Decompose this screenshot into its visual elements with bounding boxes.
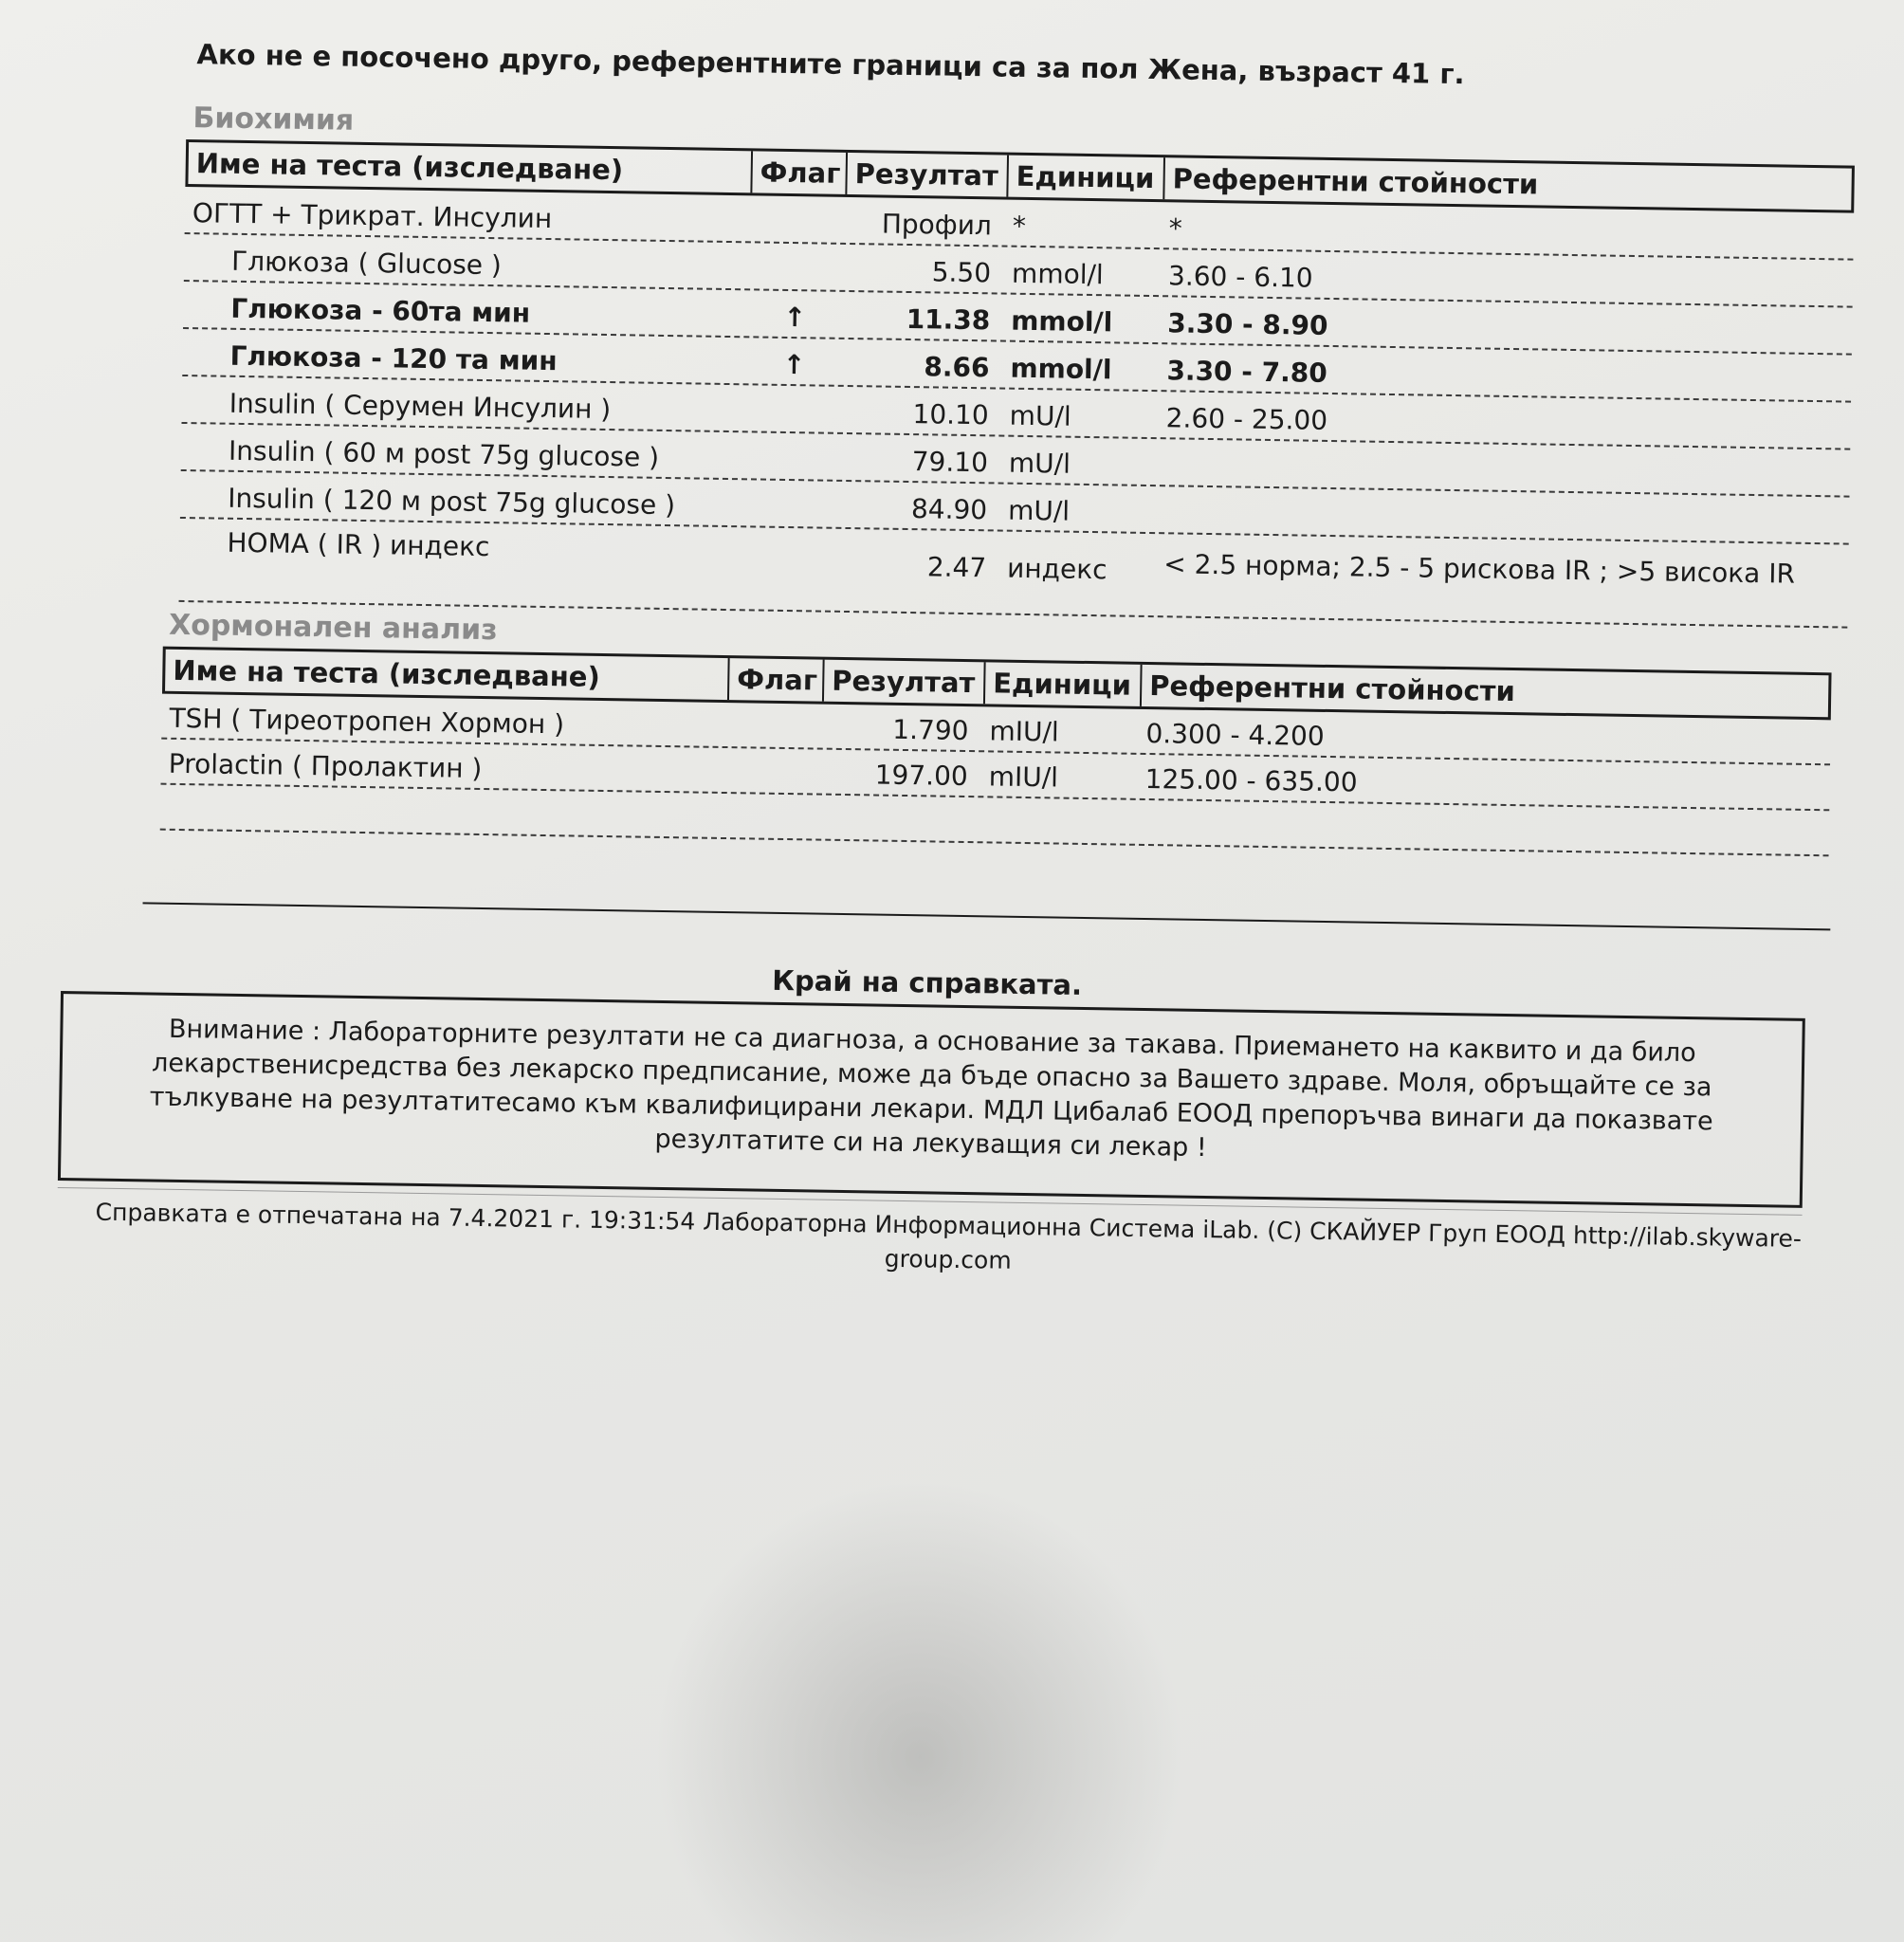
- result-value: 11.38: [906, 302, 991, 337]
- hormonal-table: [160, 647, 1832, 857]
- unit-value: mIU/l: [989, 715, 1059, 748]
- header-result: Резултат: [824, 660, 986, 705]
- test-name: Глюкоза - 60та мин: [230, 292, 531, 329]
- disclaimer-box: [58, 991, 1805, 1208]
- result-value: 10.10: [912, 398, 989, 431]
- header-units: Единици: [1008, 156, 1165, 200]
- test-name: Insulin ( Серумен Инсулин ): [229, 387, 612, 426]
- lab-report-sheet: [66, 28, 1868, 1274]
- test-name: Глюкоза - 120 та мин: [229, 339, 558, 377]
- test-name: Глюкоза ( Glucose ): [230, 245, 503, 282]
- result-value: 79.10: [911, 446, 989, 479]
- unit-value: mU/l: [1009, 399, 1071, 432]
- test-name: HOMA ( IR ) индекс: [227, 526, 490, 563]
- test-name: TSH ( Тиреотропен Хормон ): [169, 702, 565, 741]
- test-name: Insulin ( 120 м post 75g glucose ): [227, 482, 676, 522]
- reference-range: 3.30 - 7.80: [1166, 355, 1328, 389]
- hand-shadow: [654, 1479, 1185, 1942]
- result-value: 5.50: [931, 256, 992, 289]
- result-value: 8.66: [924, 351, 990, 384]
- reference-range: *: [1168, 212, 1183, 245]
- arrow-up-icon: ↑: [783, 301, 807, 334]
- result-value: 2.47: [926, 551, 987, 584]
- section-title-biochemistry: Биохимия: [192, 101, 355, 137]
- unit-value: *: [1012, 210, 1027, 242]
- header-flag: Флаг: [729, 658, 825, 702]
- header-flag: Флаг: [752, 151, 848, 194]
- unit-value: mIU/l: [988, 760, 1059, 794]
- reference-range: 3.60 - 6.10: [1167, 260, 1313, 294]
- result-value: 197.00: [874, 759, 968, 793]
- flag-cell: [748, 284, 843, 286]
- header-reference: Референтни стойности: [1172, 162, 1539, 201]
- unit-value: mmol/l: [1011, 257, 1105, 291]
- test-name: ОГТТ + Трикрат. Инсулин: [192, 197, 553, 235]
- flag-cell: [744, 535, 839, 537]
- reference-range: < 2.5 норма; 2.5 - 5 рискова IR ; >5 висока IR: [1163, 548, 1796, 590]
- header-units: Единици: [985, 662, 1143, 706]
- reference-range: 3.30 - 8.90: [1167, 307, 1328, 341]
- section-title-hormonal: Хормонален анализ: [168, 608, 498, 648]
- test-name: Prolactin ( Пролактин ): [168, 747, 483, 784]
- reference-range: 125.00 - 635.00: [1144, 762, 1358, 798]
- flag-cell: [744, 522, 839, 523]
- flag-cell: [725, 788, 820, 790]
- header-test-name: Име на теста (изследване): [188, 142, 753, 192]
- header-reference: Референтни стойности: [1148, 669, 1516, 708]
- flag-cell: [725, 742, 820, 744]
- result-value: Профил: [881, 208, 993, 242]
- unit-value: mU/l: [1008, 447, 1071, 480]
- flag-cell: [745, 474, 840, 476]
- arrow-up-icon: ↑: [782, 348, 806, 381]
- header-result: Резултат: [847, 153, 1009, 197]
- biochemistry-table: [179, 139, 1855, 629]
- unit-value: mU/l: [1007, 494, 1071, 527]
- flag-cell: [749, 237, 844, 239]
- unit-value: mmol/l: [1010, 352, 1112, 386]
- reference-note: Ако не е посочено друго, референтните граници са за пол Жена, възраст 41 г.: [196, 38, 1465, 91]
- result-value: 84.90: [910, 493, 988, 526]
- unit-value: mmol/l: [1011, 304, 1113, 339]
- reference-range: 0.300 - 4.200: [1145, 717, 1325, 752]
- end-of-report: Край на справката.: [772, 963, 1083, 1001]
- divider-line: [143, 902, 1831, 930]
- flag-cell: [745, 427, 840, 429]
- result-value: 1.790: [892, 713, 969, 747]
- test-name: Insulin ( 60 м post 75g glucose ): [228, 434, 660, 473]
- disclaimer-text: Внимание : Лабораторните резултати не са диагноза, а основание за такава. Приемането на каквито и да било лекарственисредства без лекарско предписание, може да бъде опасно за Вашето здраве. Моля, обръщайте се за тълкуване на резултатитесамо към квалифицирани лекари. МДЛ Цибалаб ЕООД препоръчва винаги да показвате резултатите си на лекуващия си лекар !: [149, 1014, 1713, 1163]
- unit-value: индекс: [1006, 552, 1108, 586]
- reference-range: 2.60 - 25.00: [1165, 402, 1328, 436]
- header-test-name: Име на теста (изследване): [165, 650, 730, 700]
- print-footer: Справката е отпечатана на 7.4.2021 г. 19:31:54 Лабораторна Информационна Система iLab. (C) СКАЙУЕР Груп ЕООД http://ilab.skyware-group.com: [95, 1198, 1803, 1274]
